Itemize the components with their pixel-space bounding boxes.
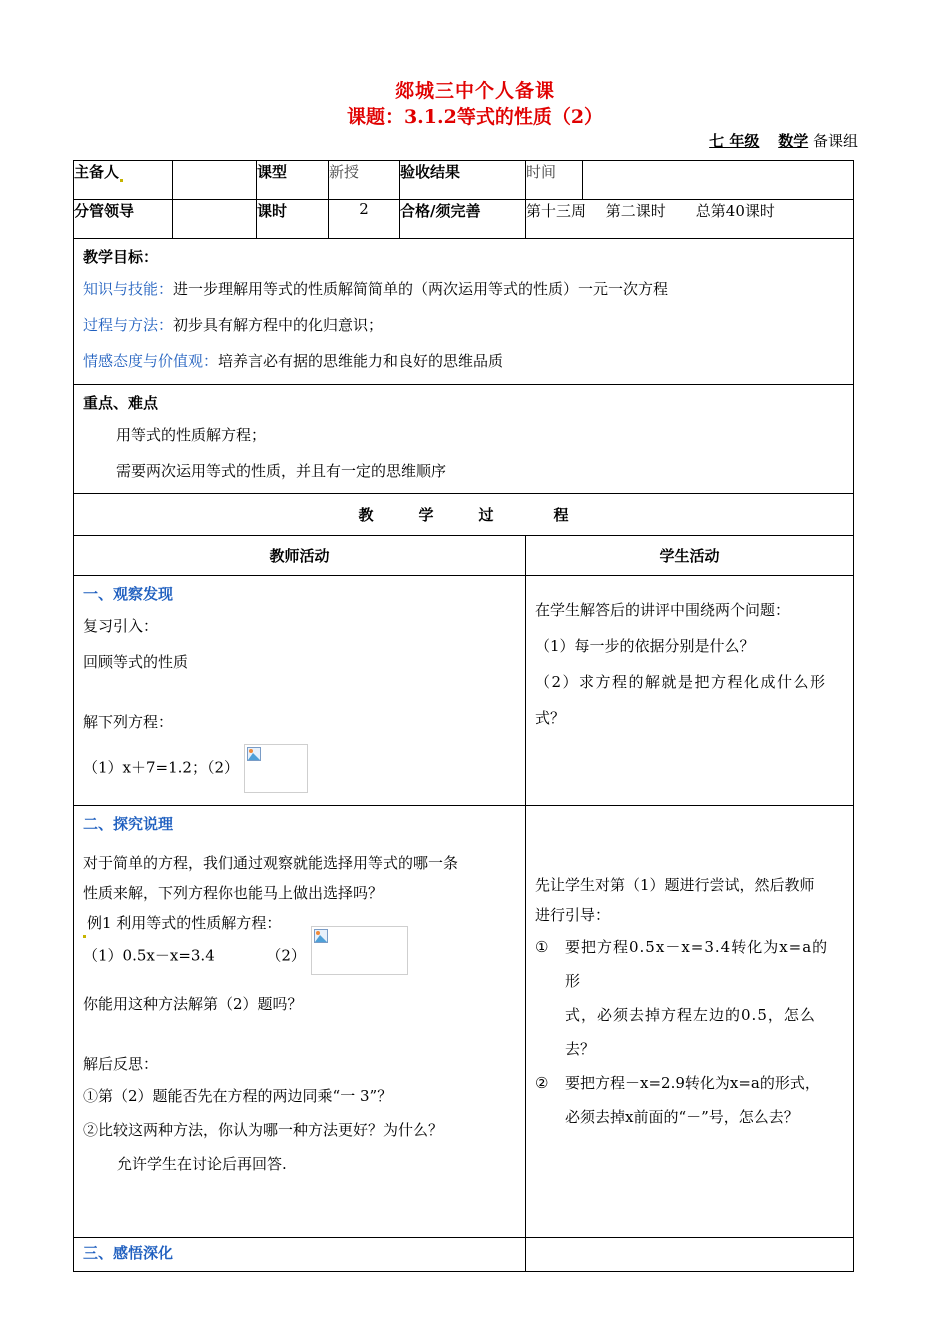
pass-label: 合格/须完善	[400, 200, 526, 239]
section1-title: 一、观察发现	[83, 585, 174, 603]
section2-title: 二、探究说理	[83, 815, 174, 833]
objective-attitude: 情感态度与价值观：培养言必有据的思维能力和良好的思维品质	[83, 352, 504, 370]
grade: 七 年级	[709, 132, 760, 150]
time-value	[583, 161, 854, 200]
objectives-heading: 教学目标：	[83, 248, 159, 266]
reflection-item: ②比较这两种方法，你认为哪一种方法更好？为什么？	[83, 1121, 444, 1139]
teacher-activity-header: 教师活动	[74, 536, 526, 576]
section1-line: 解下列方程：	[83, 713, 174, 731]
lesson-plan-table	[73, 160, 854, 1272]
example-equations: （1）0.5x－x=3.4 （2）	[83, 938, 516, 975]
student-line: （2）求方程的解就是把方程化成什么形	[535, 673, 827, 691]
school-title: 郯城三中个人备课	[394, 80, 555, 102]
leader-value	[173, 200, 257, 239]
type-value: 新授	[329, 161, 400, 200]
preparer-value	[173, 161, 257, 200]
student-activity-header: 学生活动	[526, 536, 854, 576]
keypoints-cell	[74, 385, 854, 494]
section3-teacher	[74, 1238, 526, 1272]
section3-student	[526, 1238, 854, 1272]
reflection-heading: 解后反思：	[83, 1055, 159, 1073]
section3-title: 三、感悟深化	[83, 1244, 174, 1262]
section1-equation: （1）x＋7=1.2；（2）	[83, 744, 516, 793]
section2-intro: 性质来解，下列方程你也能马上做出选择吗？	[83, 884, 384, 902]
student-line: （1）每一步的依据分别是什么？	[535, 637, 755, 655]
type-label: 课型	[257, 161, 329, 200]
subject: 数学	[778, 132, 809, 150]
keypoint-line: 需要两次运用等式的性质，并且有一定的思维顺序	[116, 462, 447, 480]
broken-image-icon	[247, 747, 261, 761]
objectives-cell	[74, 239, 854, 385]
section2-question: 你能用这种方法解第（2）题吗？	[83, 995, 303, 1013]
group-label: 备课组	[812, 132, 858, 150]
reflection-note: 允许学生在讨论后再回答.	[117, 1155, 287, 1173]
keypoint-line: 用等式的性质解方程；	[116, 426, 267, 444]
section2-intro: 对于简单的方程，我们通过观察就能选择用等式的哪一条	[83, 854, 459, 872]
grade-subject-line	[709, 130, 858, 151]
keypoints-heading: 重点、难点	[83, 394, 159, 412]
equation-image-placeholder	[311, 926, 408, 975]
time-label: 时间	[526, 161, 583, 200]
hours-label: 课时	[257, 200, 329, 239]
student-line: 在学生解答后的讲评中围绕两个问题：	[535, 601, 791, 619]
objective-knowledge: 知识与技能：进一步理解用等式的性质解简简单的（两次运用等式的性质）一元一次方程	[83, 280, 669, 298]
student-line: 先让学生对第（1）题进行尝试，然后教师	[535, 876, 815, 894]
broken-image-icon	[314, 929, 328, 943]
reflection-item: ①第（2）题能否先在方程的两边同乘“一 3”？	[83, 1087, 393, 1105]
example-heading: 例1 利用等式的性质解方程：	[83, 908, 516, 938]
lesson-title: 课题：3.1.2等式的性质（2）	[346, 106, 604, 128]
leader-label: 分管领导	[74, 200, 173, 239]
preparer-label: 主备人	[74, 161, 173, 200]
process-heading: 教 学 过 程	[74, 494, 854, 536]
student-guidance-1: ① 要把方程0.5x－x=3.4转化为x=a的形 式，必须去掉方程左边的0.5，怎么 去？	[535, 938, 829, 1058]
student-line: 进行引导：	[535, 906, 611, 924]
equation-image-placeholder	[244, 744, 308, 793]
section1-line: 回顾等式的性质	[83, 653, 189, 671]
check-label: 验收结果	[400, 161, 526, 200]
section1-student	[526, 576, 854, 806]
section1-line: 复习引入：	[83, 617, 159, 635]
section2-student	[526, 806, 854, 1238]
schedule: 第十三周 第二课时 总第40课时	[526, 200, 854, 239]
section1-teacher	[74, 576, 526, 806]
student-line: 式？	[535, 709, 566, 727]
hours-value: 2	[329, 200, 400, 239]
objective-process: 过程与方法：初步具有解方程中的化归意识；	[83, 316, 384, 334]
student-guidance-2: ② 要把方程－x=2.9转化为x=a的形式， 必须去掉x前面的“－”号，怎么去？	[535, 1074, 820, 1126]
section2-teacher	[74, 806, 526, 1238]
